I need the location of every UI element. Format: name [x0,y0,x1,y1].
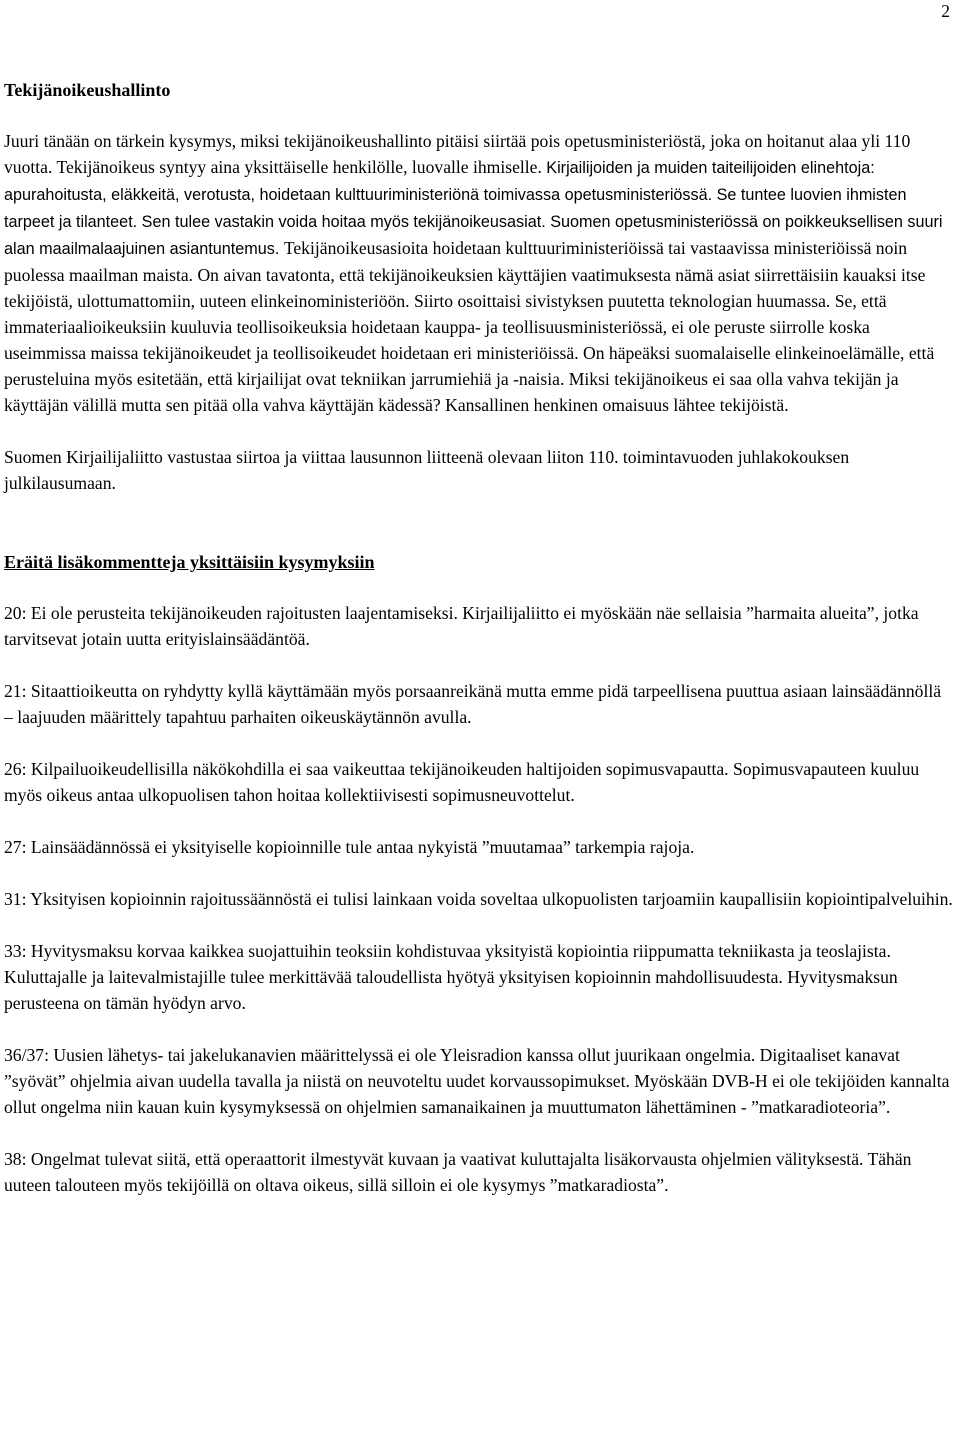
comment-21: 21: Sitaattioikeutta on ryhdytty kyllä käyttämään myös porsaanreikänä mutta emme pidä tarpeellisena puuttua asiaan lainsäädännöllä – laajuuden määrittely tapahtuu parhaiten oikeuskäytännön avulla. [4,681,942,727]
section-title-comments: Eräitä lisäkommentteja yksittäisiin kysymyksiin [4,552,375,572]
comment-36-37: 36/37: Uusien lähetys- tai jakelukanavien määrittelyssä ei ole Yleisradion kanssa ollut juurikaan ongelmia. Digitaaliset kanavat ”syövät” ohjelmia aivan uudella tavalla ja niistä on neuvoteltu uudet korvaussopimukset. Myöskään DVB-H ei ole tekijöiden kannalta ollut ongelma niin kauan kuin kysymyksessä on ohjelmien samanaikainen ja muuttumaton lähettäminen - ”matkaradioteoria”. [4,1045,950,1117]
intro-part-3: Tekijänoikeusasioita hoidetaan kulttuuriministeriöissä tai vastaavissa ministeriöissä noin puolessa maailman maista. On aivan tavatonta, että tekijänoikeuksien käyttäjien vaatimuksesta nämä asiat siirrettäisiin kauaksi itse tekijöistä, ulottumattomiin, uuteen elinkeinoministeriöön. Siirto osoittaisi sivistyksen puutetta teknologian huumassa. Se, että immateriaalioikeuksiin kuuluvia teollisoikeuksia hoidetaan kauppa- ja teollisuusministeriössä, ei ole peruste siirrolle koska useimmissa maissa tekijänoikeudet ja teollisoikeudet hoidetaan eri ministeriöissä. On häpeäksi suomalaiselle elinkeinoelämälle, että perusteluina myös esitetään, että kirjailijat ovat tekniikan jarrumiehiä ja -naisia. Miksi tekijänoikeus ei saa olla vahva tekijän ja käyttäjän välillä mutta sen pitää olla vahva käyttäjän kädessä? Kansallinen henkinen omaisuus lähtee tekijöistä. [4,238,935,415]
comment-27: 27: Lainsäädännössä ei yksityiselle kopioinnille tule antaa nykyistä ”muutamaa” tarkempia rajoja. [4,837,695,857]
intro-part-2: Kirjailijoiden ja muiden taiteilijoiden elinehtoja: apurahoitusta, eläkkeitä, verotusta, hoidetaan kulttuuriministeriönä toimivassa opetusministeriössä. Se tuntee luovien ihmisten tarpeet ja tilanteet. Sen tulee vastakin voida hoitaa myös tekijänoikeusasiat. Suomen opetusministeriössä on poikkeuksellisen suuri alan maailmalaajuinen asiantuntemus. [4,159,943,258]
intro-part-1: Juuri tänään on tärkein kysymys, miksi tekijänoikeushallinto pitäisi siirtää pois opetusministeriöstä, joka on hoitanut alaa yli 110 vuotta. Tekijänoikeus syntyy aina yksittäiselle henkilölle, luovalle ihmiselle. [4,131,911,177]
comment-26: 26: Kilpailuoikeudellisilla näkökohdilla ei saa vaikeuttaa tekijänoikeuden haltijoiden sopimusvapautta. Sopimusvapauteen kuuluu myös oikeus antaa ulkopuolisen tahon hoitaa kollektiivisesti sopimusneuvottelut. [4,759,920,805]
comment-31: 31: Yksityisen kopioinnin rajoitussäännöstä ei tulisi lainkaan voida soveltaa ulkopuolisten tarjoamiin kaupallisiin kopiointipalveluihin. [4,889,953,909]
document-body [4,78,954,1198]
section-title-copyright-administration: Tekijänoikeushallinto [4,80,171,100]
intro-paragraph [4,128,954,418]
page-number: 2 [941,1,950,21]
statement-paragraph: Suomen Kirjailijaliitto vastustaa siirtoa ja viittaa lausunnon liitteenä olevaan liiton 110. toimintavuoden juhlakokouksen julkilausumaan. [4,447,850,493]
comment-20: 20: Ei ole perusteita tekijänoikeuden rajoitusten laajentamiseksi. Kirjailijaliitto ei myöskään näe sellaisia ”harmaita alueita”, jotka tarvitsevat jotain uutta erityislainsäädäntöä. [4,603,919,649]
comment-38: 38: Ongelmat tulevat siitä, että operaattorit ilmestyvät kuvaan ja vaativat kuluttajalta lisäkorvausta ohjelmien välityksestä. Tähän uuteen talouteen myös tekijöillä on oltava oikeus, sillä silloin ei ole kysymys ”matkaradiosta”. [4,1149,912,1195]
comment-33: 33: Hyvitysmaksu korvaa kaikkea suojattuihin teoksiin kohdistuvaa yksityistä kopiointia riippumatta tekniikasta ja teoslajista. Kuluttajalle ja laitevalmistajille tulee merkittävää taloudellista hyötyä yksityisen kopioinnin mahdollisuudesta. Hyvitysmaksun perusteena on tämän hyödyn arvo. [4,941,898,1013]
